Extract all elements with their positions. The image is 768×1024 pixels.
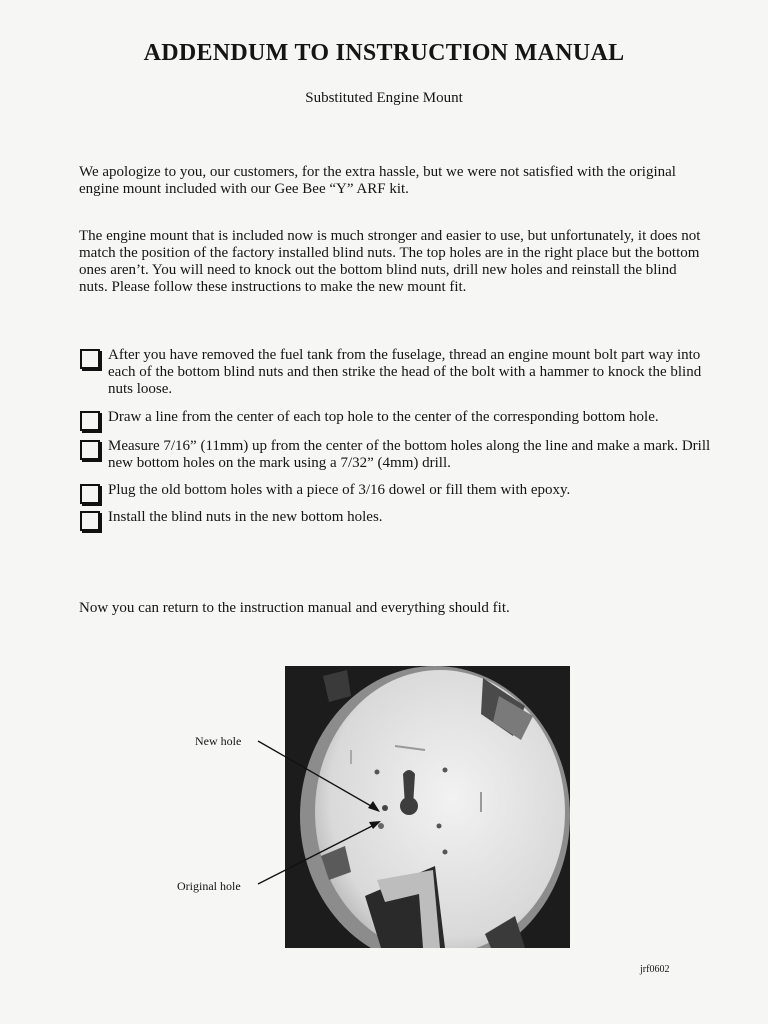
checklist-item-text: Plug the old bottom holes with a piece of 3/16 dowel or fill them with epoxy.: [108, 482, 571, 498]
new-hole-label: New hole: [195, 734, 242, 748]
original-hole-label: Original hole: [177, 879, 241, 893]
document-title: ADDENDUM TO INSTRUCTION MANUAL: [143, 40, 625, 66]
intro-paragraph: We apologize to you, our customers, for the extra hassle, but we were not satisfied with the original engine mount included with our Gee Bee “Y” ARF kit.: [79, 164, 676, 197]
document-code: jrf0602: [640, 964, 670, 975]
checklist-item-text: Install the blind nuts in the new bottom holes.: [108, 509, 383, 525]
closing-paragraph: Now you can return to the instruction manual and everything should fit.: [79, 600, 510, 616]
document-subtitle: Substituted Engine Mount: [305, 90, 463, 106]
checklist-item-text: After you have removed the fuel tank from the fuselage, thread an engine mount bolt part way into each of the bottom blind nuts and then strike the head of the bolt with a hammer to knock the blind nuts loose.: [108, 347, 702, 397]
checklist-item-text: Measure 7/16” (11mm) up from the center of the bottom holes along the line and make a mark. Drill new bottom holes on the mark using a 7/32” (4mm) drill.: [108, 438, 711, 471]
explanation-paragraph: The engine mount that is included now is much stronger and easier to use, but unfortunately, it does not match the position of the factory installed blind nuts. The top holes are in the right place but the bottom ones aren’t. You will need to knock out the bottom blind nuts, drill new holes and reinstall the blind nuts. Please follow these instructions to make the new mount fit.: [79, 228, 701, 295]
checklist-item-text: Draw a line from the center of each top hole to the center of the corresponding bottom hole.: [108, 409, 659, 425]
